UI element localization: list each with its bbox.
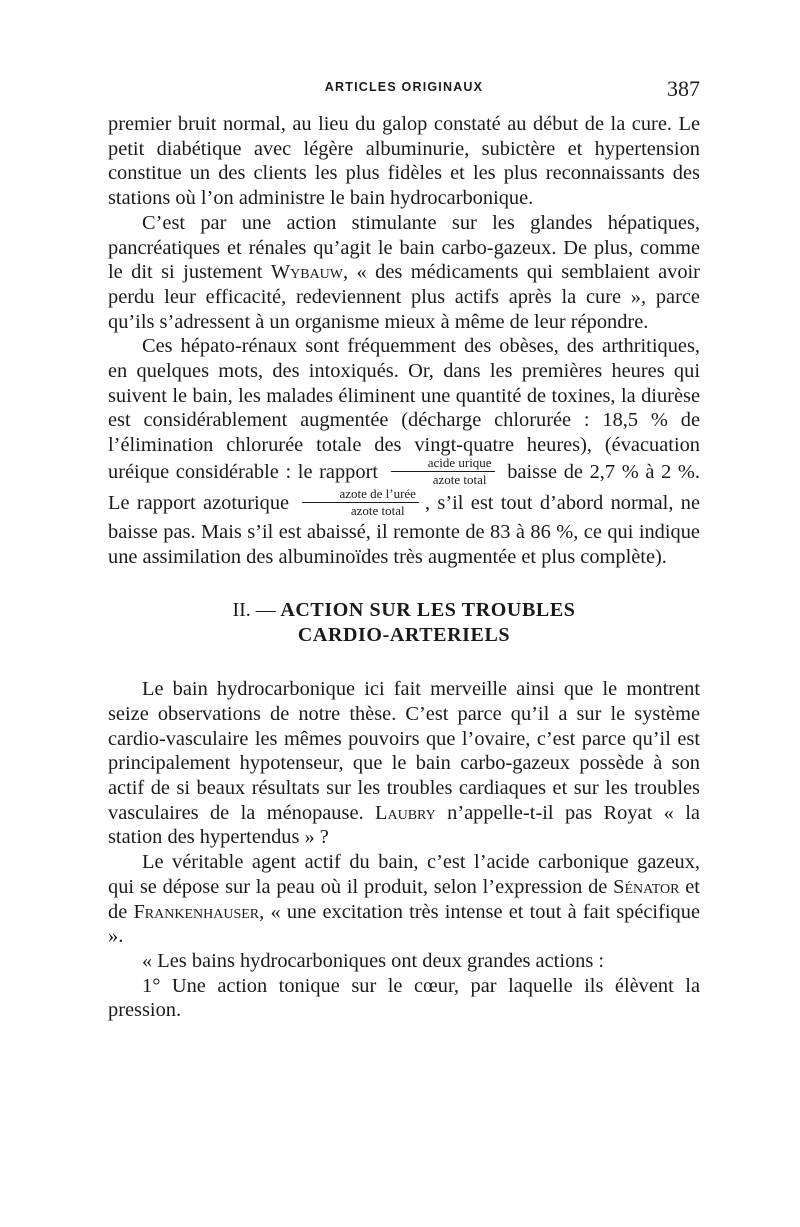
section-number: II. — — [232, 599, 276, 622]
author-frankenhauser: Frankenhauser — [133, 900, 260, 923]
fraction-uric-acid — [391, 456, 495, 487]
page-number: 387 — [667, 76, 700, 101]
paragraph-5-text: Le véritable agent actif du bain, c’est l’acide carbonique gazeux, qui se dépose sur la peau où il produit, selon l’expression de — [108, 851, 700, 898]
paragraph-6-text: « Les bains hydrocarboniques ont deux grandes actions : — [142, 949, 605, 972]
section-heading-line-1 — [108, 598, 700, 623]
body-text — [108, 112, 700, 1023]
paragraph-3-text-mid: baisse de 2,7 % à 2 %. Le rapport azoturique — [108, 461, 700, 515]
section-title-line-1: ACTION SUR LES TROUBLES — [280, 599, 576, 622]
fraction-uric-acid-numerator: acide urique — [391, 456, 495, 472]
paragraph-2 — [108, 211, 700, 335]
fraction-urea-nitrogen — [302, 487, 419, 518]
paragraph-5-text-after: , « une excitation très intense et tout à fait spécifique ». — [108, 900, 700, 948]
paragraph-7 — [108, 974, 700, 1023]
running-head — [108, 76, 700, 100]
paragraph-2-text-after: , « des médicaments qui semblaient avoir perdu leur efficacité, redeviennent plus actifs après la cure », parce qu’ils s’adressent à un organisme mieux à même de leur répondre. — [108, 261, 700, 333]
paragraph-4-text: Le bain hydrocarbonique ici fait merveille ainsi que le montrent seize observations de notre thèse. C’est parce qu’il a sur le système cardio-vasculaire les mêmes pouvoirs que l’ovaire, c’est parce qu’il est principalement hypotenseur, que le bain carbo-gazeux possède à son actif de si beaux résultats sur les troubles cardiaques et sur les troubles vasculaires de la ménopause. — [108, 678, 700, 824]
paragraph-7-text: 1° Une action tonique sur le cœur, par laquelle ils élèvent la pression. — [108, 974, 700, 1022]
fraction-urea-nitrogen-denominator: azote total — [350, 502, 405, 518]
section-title-line-2: CARDIO-ARTERIELS — [297, 624, 511, 647]
paragraph-3-text: Ces hépato-rénaux sont fréquemment des obèses, des arthritiques, en quelques mots, des intoxiqués. Or, dans les premières heures qui suivent le bain, les malades éliminent une quantité de toxines, la diurèse est considérablement augmentée (décharge chlorurée : 18,5 % de l’élimination chlorurée totale des vingt-quatre heures), (évacuation uréique considérable : le rapport — [108, 335, 700, 484]
paragraph-1-text: premier bruit normal, au lieu du galop constaté au début de la cure. Le petit diabétique avec légère albuminurie, subictère et hypertension constitue un des clients les plus fidèles et les plus reconnaissants des stations où l’on administre le bain hydrocarbonique. — [108, 113, 700, 210]
paragraph-4-text-after: n’appelle-t-il pas Royat « la station des hypertendus » ? — [108, 801, 700, 849]
fraction-urea-nitrogen-numerator: azote de l’urée — [302, 487, 419, 503]
paragraph-2-text: C’est par une action stimulante sur les glandes hépatiques, pancréatiques et rénales qu’agit le bain carbo-gazeux. De plus, comme le dit si justement — [108, 211, 700, 284]
paragraph-3 — [108, 334, 700, 569]
running-title: ARTICLES ORIGINAUX — [324, 80, 484, 94]
fraction-uric-acid-denominator: azote total — [432, 471, 487, 487]
section-heading — [108, 598, 700, 648]
paragraph-5-text-mid: et de — [108, 875, 700, 923]
author-wybauw: Wybauw — [270, 261, 344, 284]
paragraph-1 — [108, 112, 700, 211]
author-laubry: Laubry — [375, 801, 436, 824]
paragraph-4 — [108, 677, 700, 850]
author-senator: Sénator — [613, 875, 680, 898]
paragraph-3-text-after: , s’il est tout d’abord normal, ne baisse pas. Mais s’il est abaissé, il remonte de 83 à 86 %, ce qui indique une assimilation des albuminoïdes très augmentée et plus complète). — [108, 492, 700, 568]
paragraph-5 — [108, 850, 700, 949]
paragraph-6 — [108, 949, 700, 974]
